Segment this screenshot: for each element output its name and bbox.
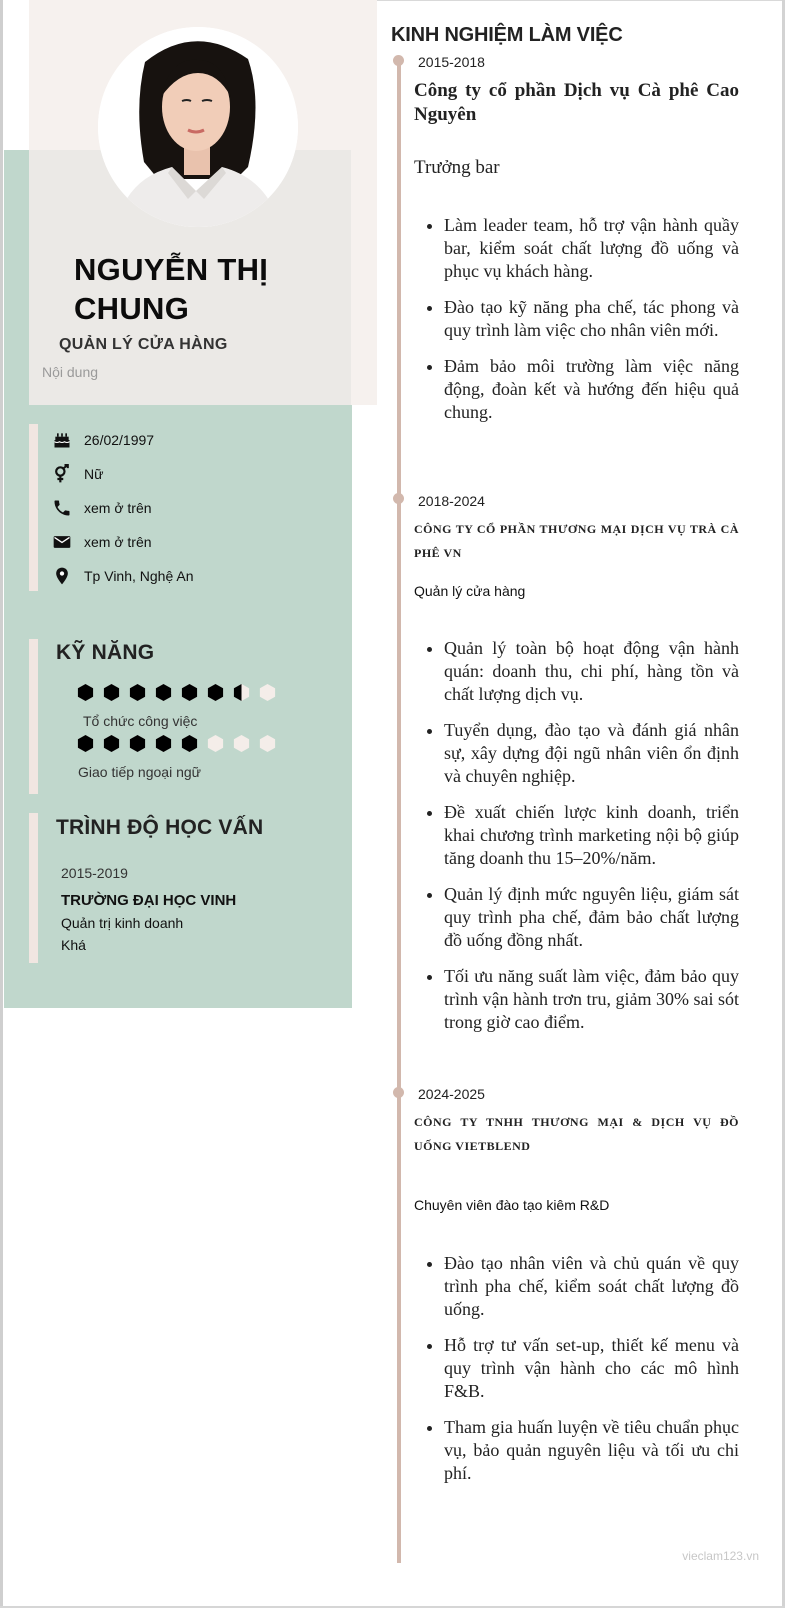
education-grade: Khá bbox=[61, 937, 86, 953]
phone-value: xem ở trên bbox=[84, 500, 152, 516]
skill-hexagon bbox=[128, 734, 147, 753]
page-border-left bbox=[0, 0, 3, 1608]
job-company: Công ty cổ phần Dịch vụ Cà phê Cao Nguyên bbox=[414, 80, 739, 125]
skill-hexagon bbox=[206, 683, 225, 702]
job-position: Chuyên viên đào tạo kiêm R&D bbox=[414, 1197, 610, 1213]
skill-hexagon bbox=[76, 734, 95, 753]
skill-hexagon bbox=[102, 683, 121, 702]
page-border-top bbox=[368, 0, 785, 1]
job-company: CÔNG TY TNHH THƯƠNG MẠI & DỊCH VỤ ĐỒ UỐNG VIETBLEND bbox=[414, 1115, 739, 1153]
duty-item: • Đào tạo kỹ năng pha chế, tác phong và quy trình làm việc cho nhân viên mới. bbox=[444, 296, 739, 342]
skill-label-organizing: Tổ chức công việc bbox=[83, 713, 198, 729]
job-period: 2018-2024 bbox=[418, 493, 485, 509]
email-value: xem ở trên bbox=[84, 534, 152, 550]
skill-rating-language bbox=[76, 734, 277, 754]
education-section-bar bbox=[29, 813, 38, 963]
skill-hexagon bbox=[258, 683, 277, 702]
birthday-value: 26/02/1997 bbox=[84, 432, 155, 448]
experience-title: KINH NGHIỆM LÀM VIỆC bbox=[391, 24, 623, 46]
job-title-note: Nội dung bbox=[42, 364, 99, 380]
candidate-name: NGUYỄN THỊ CHUNG bbox=[74, 252, 269, 326]
timeline-dot bbox=[393, 55, 404, 66]
skill-hexagon bbox=[128, 683, 147, 702]
duty-item: • Làm leader team, hỗ trợ vận hành quầy bar, kiểm soát chất lượng đồ uống và phục vụ khách hàng. bbox=[444, 214, 739, 283]
duty-item: • Tối ưu năng suất làm việc, đảm bảo quy trình vận hành trơn tru, giảm 30% sai sót trong giờ cao điểm. bbox=[444, 965, 739, 1034]
duty-item: • Đề xuất chiến lược kinh doanh, triển khai chương trình marketing nội bộ giúp tăng doanh thu 15–20%/năm. bbox=[444, 801, 739, 870]
phone-icon bbox=[52, 498, 72, 518]
email-icon bbox=[52, 532, 72, 552]
avatar bbox=[98, 27, 298, 227]
skills-title: KỸ NĂNG bbox=[56, 641, 155, 664]
experience-timeline bbox=[397, 57, 401, 1563]
job-period: 2015-2018 bbox=[418, 54, 485, 70]
skill-hexagon bbox=[258, 734, 277, 753]
education-school: TRƯỜNG ĐẠI HỌC VINH bbox=[61, 892, 237, 909]
skill-hexagon bbox=[180, 683, 199, 702]
skill-hexagon bbox=[76, 683, 95, 702]
contact-email[interactable] bbox=[52, 530, 152, 554]
portrait-photo bbox=[98, 27, 298, 227]
skill-hexagon bbox=[232, 683, 251, 702]
contact-address bbox=[52, 564, 193, 588]
duty-item: • Đào tạo nhân viên và chủ quán về quy trình pha chế, kiểm soát chất lượng đồ uống. bbox=[444, 1252, 739, 1321]
location-pin-icon bbox=[52, 566, 72, 586]
skills-section-bar bbox=[29, 639, 38, 794]
skill-label-language: Giao tiếp ngoại ngữ bbox=[78, 764, 202, 780]
skill-hexagon bbox=[206, 734, 225, 753]
job-duties bbox=[414, 1252, 739, 1498]
job-position: Trưởng bar bbox=[414, 157, 500, 178]
duty-item: • Đảm bảo môi trường làm việc năng động, đoàn kết và hướng đến hiệu quả chung. bbox=[444, 355, 739, 424]
job-company: CÔNG TY CỔ PHẦN THƯƠNG MẠI DỊCH VỤ TRÀ CÀ PHÊ VN bbox=[414, 522, 739, 560]
duty-item: • Quản lý toàn bộ hoạt động vận hành quán: doanh thu, chi phí, hàng tồn và chất lượng dịch vụ. bbox=[444, 637, 739, 706]
education-major: Quản trị kinh doanh bbox=[61, 915, 184, 931]
contact-phone[interactable] bbox=[52, 496, 152, 520]
timeline-dot bbox=[393, 493, 404, 504]
skill-hexagon bbox=[154, 734, 173, 753]
timeline-dot bbox=[393, 1087, 404, 1098]
job-period: 2024-2025 bbox=[418, 1086, 485, 1102]
skill-hexagon bbox=[180, 734, 199, 753]
job-duties bbox=[414, 637, 739, 1047]
duty-item: • Quản lý định mức nguyên liệu, giám sát quy trình pha chế, đảm bảo chất lượng đồ uống đồng nhất. bbox=[444, 883, 739, 952]
duty-item: • Tuyển dụng, đào tạo và đánh giá nhân sự, xây dựng đội ngũ nhân viên ổn định và chuyên nghiệp. bbox=[444, 719, 739, 788]
cake-icon bbox=[52, 430, 72, 450]
contact-gender bbox=[52, 462, 103, 486]
duty-item: • Hỗ trợ tư vấn set-up, thiết kế menu và quy trình vận hành cho các mô hình F&B. bbox=[444, 1334, 739, 1403]
skill-hexagon bbox=[102, 734, 121, 753]
education-title: TRÌNH ĐỘ HỌC VẤN bbox=[56, 816, 264, 839]
education-period: 2015-2019 bbox=[61, 865, 128, 881]
skill-rating-organizing bbox=[76, 683, 277, 703]
contact-birthday bbox=[52, 428, 154, 452]
job-title: QUẢN LÝ CỬA HÀNG bbox=[59, 336, 228, 353]
skill-hexagon bbox=[154, 683, 173, 702]
gender-value: Nữ bbox=[84, 466, 104, 482]
job-position: Quản lý cửa hàng bbox=[414, 583, 526, 599]
skill-hexagon bbox=[232, 734, 251, 753]
job-duties bbox=[414, 214, 739, 437]
gender-icon bbox=[52, 464, 72, 484]
address-value: Tp Vinh, Nghệ An bbox=[84, 568, 194, 584]
contact-section-bar bbox=[29, 424, 38, 591]
duty-item: • Tham gia huấn luyện về tiêu chuẩn phục vụ, bảo quản nguyên liệu và tối ưu chi phí. bbox=[444, 1416, 739, 1485]
watermark: vieclam123.vn bbox=[682, 1549, 759, 1563]
